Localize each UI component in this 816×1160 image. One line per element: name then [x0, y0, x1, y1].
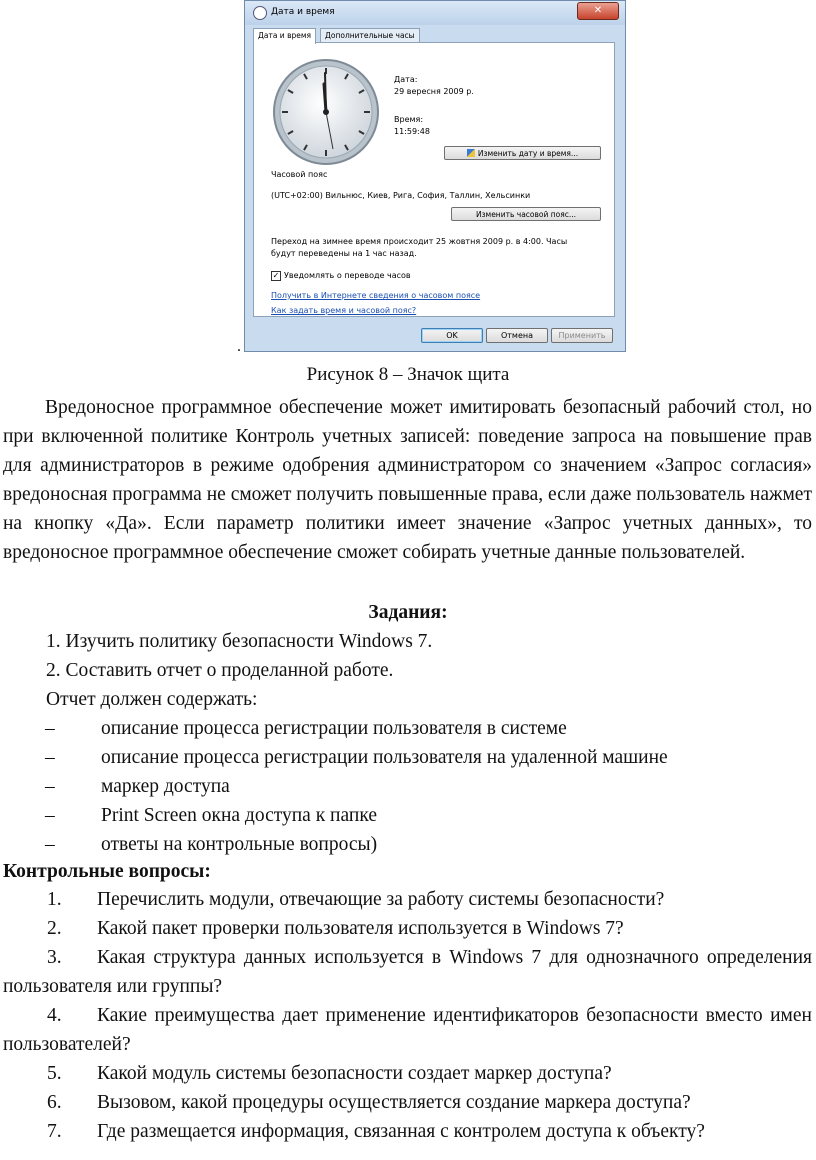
tab-additional-clocks[interactable]: Дополнительные часы [320, 28, 420, 43]
dash-bullet: – [45, 747, 55, 768]
tab-date-time[interactable]: Дата и время [253, 28, 316, 44]
analog-clock-icon [271, 57, 381, 167]
question-item [3, 1059, 812, 1088]
question-number: 6. [47, 1092, 62, 1113]
dst-text-line2: будут переведены на 1 час назад. [271, 249, 417, 258]
question-item [3, 885, 812, 914]
dialog-titlebar [245, 1, 625, 25]
cancel-button[interactable]: Отмена [486, 328, 548, 343]
question-item [3, 1088, 812, 1117]
notify-checkbox-label: Уведомлять о переводе часов [284, 271, 411, 280]
time-value: 11:59:48 [394, 127, 430, 136]
report-item: описание процесса регистрации пользователя на удаленной машине [101, 747, 668, 768]
timezone-label: Часовой пояс [271, 170, 328, 179]
question-number: 4. [47, 1005, 62, 1026]
report-item: ответы на контрольные вопросы) [101, 834, 378, 855]
question-item [3, 1117, 812, 1146]
question-text: Перечислить модули, отвечающие за работу системы безопасности? [97, 889, 665, 910]
report-item: маркер доступа [101, 776, 230, 797]
dst-text-line1: Переход на зимнее время происходит 25 жовтня 2009 р. в 4:00. Часы [271, 237, 568, 246]
tab-panel [253, 42, 615, 317]
question-item [3, 914, 812, 943]
question-item [3, 1001, 812, 1059]
dash-bullet: – [45, 834, 55, 855]
dash-bullet: – [45, 776, 55, 797]
notify-checkbox[interactable]: ✓ [272, 271, 280, 280]
change-timezone-button[interactable]: Изменить часовой пояс... [451, 207, 601, 221]
question-text: Какая структура данных используется в Windows 7 для однозначного определения пользователя или группы? [3, 947, 812, 997]
time-label: Время: [394, 115, 424, 124]
task-item: 2. Составить отчет о проделанной работе. [46, 660, 394, 681]
dialog-title: Дата и время [271, 7, 335, 17]
question-text: Вызовом, какой процедуры осуществляется создание маркера доступа? [97, 1092, 691, 1113]
questions-heading: Контрольные вопросы: [3, 861, 211, 882]
stray-dot: . [237, 338, 241, 355]
question-text: Какие преимущества дает применение идентификаторов безопасности вместо имен пользователей? [3, 1005, 812, 1055]
report-intro: Отчет должен содержать: [46, 689, 258, 710]
question-number: 1. [47, 889, 62, 910]
date-value: 29 вересня 2009 р. [394, 87, 474, 96]
howto-link[interactable]: Как задать время и часовой пояс? [271, 306, 417, 315]
ok-button[interactable]: OK [421, 328, 483, 343]
close-button[interactable]: ✕ [577, 2, 619, 20]
question-text: Какой пакет проверки пользователя используется в Windows 7? [97, 918, 624, 939]
body-paragraph: Вредоносное программное обеспечение может имитировать безопасный рабочий стол, но при включенной политике Контроль учетных записей: поведение запроса на повышение прав для администраторов в режиме одобрения администратором со значением «Запрос согласия» вредоносная программа не сможет получить повышенные права, если даже пользователь нажмет на кнопку «Да». Если параметр политики имеет значение «Запрос учетных данных», то вредоносное программное обеспечение сможет собирать учетные данные пользователей. [3, 397, 812, 563]
dash-bullet: – [45, 805, 55, 826]
report-item: Print Screen окна доступа к папке [101, 805, 377, 826]
date-time-dialog [244, 0, 626, 352]
clock-icon [253, 6, 267, 20]
dash-bullet: – [45, 718, 55, 739]
question-number: 5. [47, 1063, 62, 1084]
task-item: 1. Изучить политику безопасности Windows 7. [46, 631, 433, 652]
report-item: описание процесса регистрации пользователя в системе [101, 718, 567, 739]
question-text: Какой модуль системы безопасности создает маркер доступа? [97, 1063, 612, 1084]
apply-button[interactable]: Применить [551, 328, 613, 343]
timezone-info-link[interactable]: Получить в Интернете сведения о часовом поясе [271, 291, 481, 300]
question-number: 7. [47, 1121, 62, 1142]
question-item [3, 943, 812, 1001]
date-label: Дата: [394, 75, 418, 84]
tasks-heading: Задания: [368, 602, 448, 623]
question-number: 2. [47, 918, 62, 939]
figure-caption: Рисунок 8 – Значок щита [306, 364, 510, 385]
shield-icon [467, 149, 475, 157]
question-number: 3. [47, 947, 62, 968]
change-datetime-button[interactable]: Изменить дату и время... [444, 146, 601, 160]
timezone-value: (UTC+02:00) Вильнюс, Киев, Рига, София, Таллин, Хельсинки [271, 191, 531, 200]
question-text: Где размещается информация, связанная с контролем доступа к объекту? [97, 1121, 705, 1142]
